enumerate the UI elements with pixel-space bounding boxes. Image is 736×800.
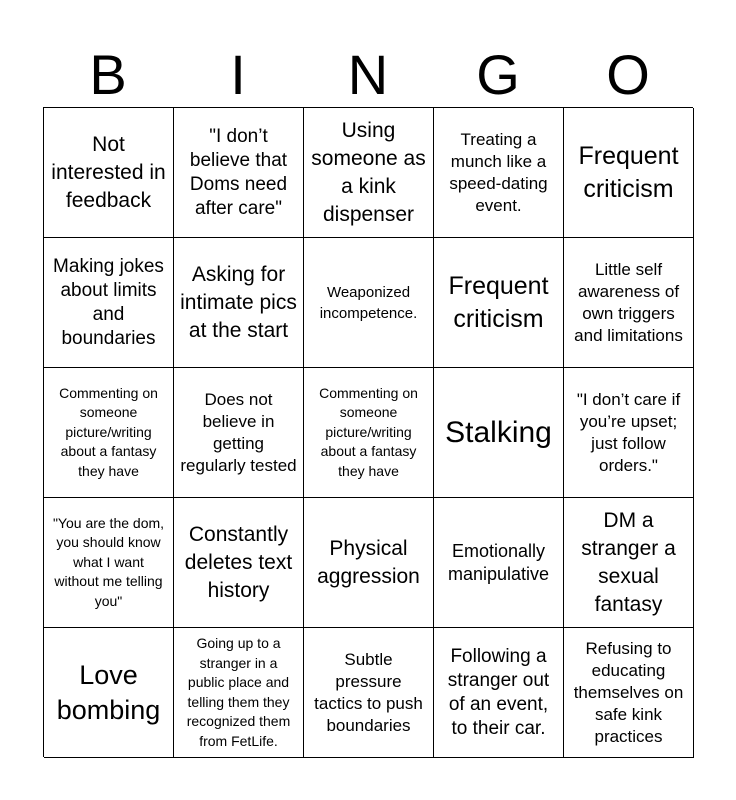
bingo-cell[interactable] — [434, 628, 564, 758]
bingo-cell[interactable] — [564, 628, 694, 758]
header-letter-i: I — [230, 43, 246, 106]
bingo-cell[interactable] — [304, 628, 434, 758]
bingo-card-grid — [43, 107, 693, 757]
bingo-cell[interactable] — [174, 108, 304, 238]
bingo-cell[interactable] — [44, 368, 174, 498]
bingo-cell-text: Following a stranger out of an event, to their car. — [447, 645, 550, 739]
bingo-cell-text: "I don’t care if you’re upset; just follow orders." — [576, 389, 681, 475]
bingo-cell-text: Does not believe in getting regularly tested — [180, 389, 297, 475]
bingo-cell[interactable] — [564, 238, 694, 368]
bingo-cell-text: Physical aggression — [317, 536, 420, 588]
bingo-cell-text: Love bombing — [56, 659, 161, 725]
bingo-cell[interactable] — [434, 498, 564, 628]
bingo-cell[interactable] — [44, 108, 174, 238]
header-letter-g: G — [476, 43, 520, 106]
bingo-cell-text: Not interested in feedback — [51, 132, 166, 212]
bingo-cell[interactable] — [304, 238, 434, 368]
bingo-cell[interactable] — [304, 368, 434, 498]
bingo-cell[interactable] — [44, 628, 174, 758]
bingo-cell-text: Stalking — [445, 416, 552, 449]
bingo-cell[interactable] — [434, 108, 564, 238]
bingo-cell[interactable] — [564, 368, 694, 498]
bingo-cell-text: Emotionally manipulative — [447, 541, 550, 584]
bingo-cell[interactable] — [174, 498, 304, 628]
bingo-cell-text: Subtle pressure tactics to push boundaries — [314, 649, 423, 735]
bingo-cell[interactable] — [174, 628, 304, 758]
bingo-cell-text: Making jokes about limits and boundaries — [53, 255, 164, 349]
bingo-cell[interactable] — [304, 498, 434, 628]
bingo-cell-text: Weaponized incompetence. — [319, 283, 418, 322]
header-letter-o: O — [606, 43, 650, 106]
bingo-cell[interactable] — [304, 108, 434, 238]
bingo-cell-text: Asking for intimate pics at the start — [180, 262, 297, 342]
bingo-cell[interactable] — [174, 368, 304, 498]
bingo-cell-text: Refusing to educating themselves on safe kink practices — [573, 638, 684, 746]
bingo-cell[interactable] — [564, 108, 694, 238]
bingo-cell[interactable] — [44, 498, 174, 628]
header-letter-n: N — [347, 43, 389, 106]
bingo-cell-text: Constantly deletes text history — [184, 522, 293, 602]
bingo-cell-text: Little self awareness of own triggers and limitations — [574, 259, 683, 345]
bingo-cell-text: Frequent criticism — [578, 141, 679, 203]
bingo-cell[interactable] — [174, 238, 304, 368]
bingo-cell-text: Going up to a stranger in a public place and telling them they recognized them from FetLife. — [186, 635, 291, 749]
bingo-cell-text: Using someone as a kink dispenser — [311, 118, 426, 226]
bingo-cell-text: Commenting on someone picture/writing about a fantasy they have — [59, 384, 158, 479]
bingo-cell-text: "You are the dom, you should know what I want without me telling you" — [52, 514, 165, 609]
bingo-cell[interactable] — [434, 368, 564, 498]
bingo-cell[interactable] — [434, 238, 564, 368]
bingo-cell-text: "I don’t believe that Doms need after care" — [189, 125, 288, 219]
bingo-cell[interactable] — [44, 238, 174, 368]
bingo-cell-text: Frequent criticism — [448, 271, 549, 333]
header-letter-b: B — [89, 43, 127, 106]
bingo-cell-text: DM a stranger a sexual fantasy — [581, 508, 676, 616]
bingo-cell[interactable] — [564, 498, 694, 628]
bingo-cell-text: Commenting on someone picture/writing about a fantasy they have — [319, 384, 418, 479]
bingo-header — [43, 44, 693, 106]
bingo-cell-text: Treating a munch like a speed-dating event. — [449, 129, 548, 215]
